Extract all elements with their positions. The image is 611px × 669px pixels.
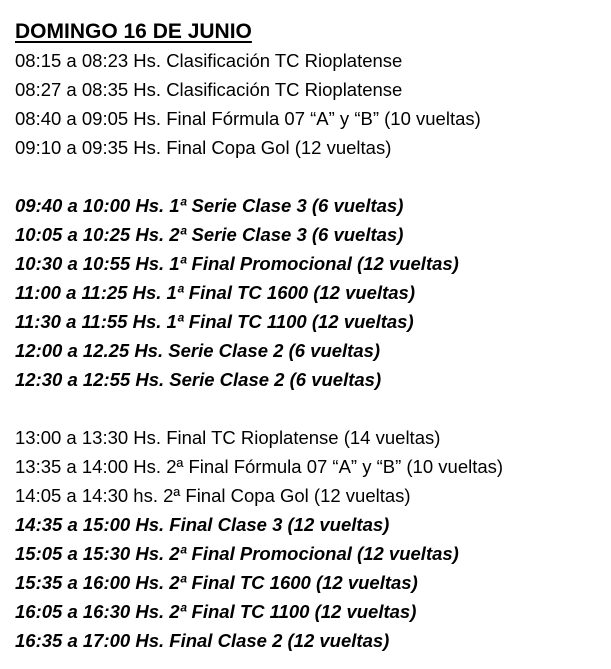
schedule-line: 16:05 a 16:30 Hs. 2ª Final TC 1100 (12 vueltas) — [15, 601, 417, 622]
schedule-line: 09:10 a 09:35 Hs. Final Copa Gol (12 vueltas) — [15, 137, 392, 158]
schedule-line: 08:27 a 08:35 Hs. Clasificación TC Rioplatense — [15, 79, 403, 100]
schedule-line: 12:30 a 12:55 Hs. Serie Clase 2 (6 vueltas) — [15, 369, 382, 390]
schedule-line: 15:05 a 15:30 Hs. 2ª Final Promocional (12 vueltas) — [15, 543, 459, 564]
schedule-block-series — [15, 191, 605, 394]
schedule-line: 13:00 a 13:30 Hs. Final TC Rioplatense (14 vueltas) — [15, 427, 441, 448]
schedule-block-morning — [15, 46, 605, 162]
schedule-block-finals — [15, 510, 605, 655]
schedule-document — [15, 18, 605, 655]
schedule-line: 14:35 a 15:00 Hs. Final Clase 3 (12 vueltas) — [15, 514, 390, 535]
schedule-line: 09:40 a 10:00 Hs. 1ª Serie Clase 3 (6 vueltas) — [15, 195, 404, 216]
schedule-line: 14:05 a 14:30 hs. 2ª Final Copa Gol (12 vueltas) — [15, 485, 411, 506]
spacer — [15, 394, 605, 423]
schedule-line: 08:15 a 08:23 Hs. Clasificación TC Rioplatense — [15, 50, 403, 71]
schedule-line: 08:40 a 09:05 Hs. Final Fórmula 07 “A” y “B” (10 vueltas) — [15, 108, 481, 129]
schedule-line: 13:35 a 14:00 Hs. 2ª Final Fórmula 07 “A” y “B” (10 vueltas) — [15, 456, 504, 477]
schedule-line: 12:00 a 12.25 Hs. Serie Clase 2 (6 vueltas) — [15, 340, 381, 361]
schedule-line: 10:30 a 10:55 Hs. 1ª Final Promocional (12 vueltas) — [15, 253, 459, 274]
schedule-line: 15:35 a 16:00 Hs. 2ª Final TC 1600 (12 vueltas) — [15, 572, 418, 593]
schedule-block-afternoon — [15, 423, 605, 510]
schedule-line: 11:30 a 11:55 Hs. 1ª Final TC 1100 (12 vueltas) — [15, 311, 414, 332]
page-title: DOMINGO 16 DE JUNIO — [15, 20, 252, 43]
schedule-line: 11:00 a 11:25 Hs. 1ª Final TC 1600 (12 vueltas) — [15, 282, 415, 303]
schedule-line: 10:05 a 10:25 Hs. 2ª Serie Clase 3 (6 vueltas) — [15, 224, 404, 245]
schedule-line: 16:35 a 17:00 Hs. Final Clase 2 (12 vueltas) — [15, 630, 390, 651]
spacer — [15, 162, 605, 191]
